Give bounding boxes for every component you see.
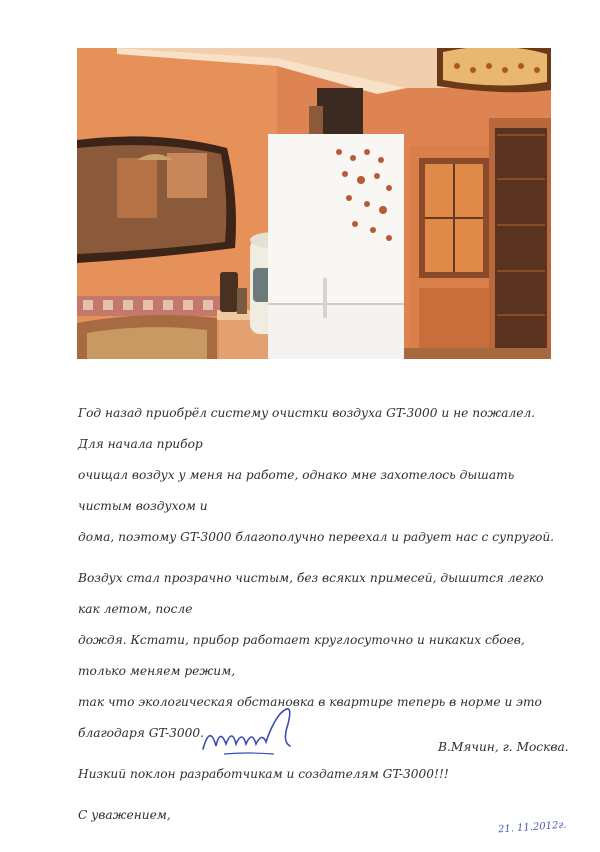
- letter-closing: С уважением,: [78, 808, 171, 822]
- letter-line: дома, поэтому GT-3000 благополучно переехал и радует нас с супругой.: [78, 530, 555, 544]
- letter-line: Воздух стал прозрачно чистым, без всяких примесей, дышится легко как летом, после: [78, 571, 544, 616]
- letter-line: очищал воздух у меня на работе, однако мне захотелось дышать чистым воздухом и: [78, 468, 515, 513]
- handwritten-signature: [198, 694, 298, 768]
- letter-body: [78, 398, 558, 841]
- letter-line: дождя. Кстати, прибор работает круглосуточно и никаких сбоев, только меняем режим,: [78, 633, 525, 678]
- author-signature-text: В.Мячин, г. Москва.: [438, 740, 569, 754]
- kitchen-photo-drawing: [77, 48, 551, 359]
- kitchen-photo: [77, 48, 551, 359]
- letter-line: Низкий поклон разработчикам и создателям GT-3000!!!: [78, 767, 449, 781]
- handwritten-date: 21. 11.2012г.: [497, 819, 567, 836]
- letter-line: так что экологическая обстановка в квартире теперь в норме и это благодаря GT-3000.: [78, 695, 542, 740]
- letter-line: Год назад приобрёл систему очистки воздуха GT-3000 и не пожалел. Для начала прибор: [78, 406, 536, 451]
